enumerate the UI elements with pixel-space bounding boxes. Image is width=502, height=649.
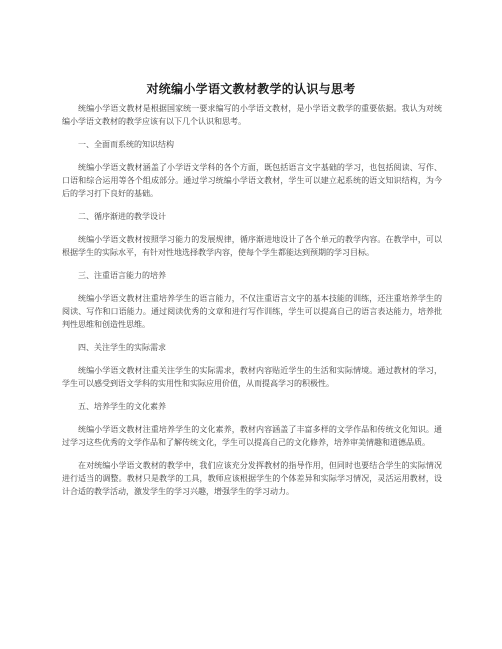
intro-paragraph: 统编小学语文教材是根据国家统一要求编写的小学语文教材，是小学语文教学的重要依据。我认为对统编小学语文教材的教学应该有以下几个认识和思考。 [62,104,442,126]
section-paragraph-3: 统编小学语文教材注重培养学生的语言能力，不仅注重语言文字的基本技能的训练，还注重培养学生的阅读、写作和口语能力。通过阅读优秀的文章和进行写作训练，学生可以提高自己的语言表达能力，培养批判性思维和创造性思维。 [62,294,442,329]
section-heading-3: 三、注重语言能力的培养 [78,271,166,280]
section-paragraph-2: 统编小学语文教材按照学习能力的发展规律，循序渐进地设计了各个单元的教学内容。在教学中，可以根据学生的实际水平，有针对性地选择教学内容，使每个学生都能达到预期的学习目标。 [62,235,442,257]
document-body [62,102,442,508]
page-title: 对统编小学语文教材教学的认识与思考 [146,82,356,96]
section-heading-4: 四、关注学生的实际需求 [78,343,166,352]
section-heading-5: 五、培养学生的文化素养 [78,402,166,411]
section-paragraph-4: 统编小学语文教材注重关注学生的实际需求，教材内容贴近学生的生活和实际情境。通过教材的学习，学生可以感受到语文学科的实用性和实际应用价值，从而提高学习的积极性。 [62,366,442,388]
section-heading-1: 一、全面而系统的知识结构 [78,140,174,149]
section-heading-2: 二、循序渐进的教学设计 [78,212,166,221]
conclusion-paragraph: 在对统编小学语文教材的教学中，我们应该充分发挥教材的指导作用，但同时也要结合学生的实际情况进行适当的调整。教材只是教学的工具，教师应该根据学生的个体差异和实际学习情况，灵活运用教材，设计合适的教学活动，激发学生的学习兴趣，增强学生的学习动力。 [62,461,442,496]
section-paragraph-5: 统编小学语文教材注重培养学生的文化素养，教材内容涵盖了丰富多样的文学作品和传统文化知识。通过学习这些优秀的文学作品和了解传统文化，学生可以提高自己的文化修养，培养审美情趣和道德品质。 [62,425,442,447]
section-paragraph-1: 统编小学语文教材涵盖了小学语文学科的各个方面，既包括语言文字基础的学习，也包括阅读、写作、口语和综合运用等各个组成部分。通过学习统编小学语文教材，学生可以建立起系统的语文知识结构，为今后的学习打下良好的基础。 [62,163,442,198]
